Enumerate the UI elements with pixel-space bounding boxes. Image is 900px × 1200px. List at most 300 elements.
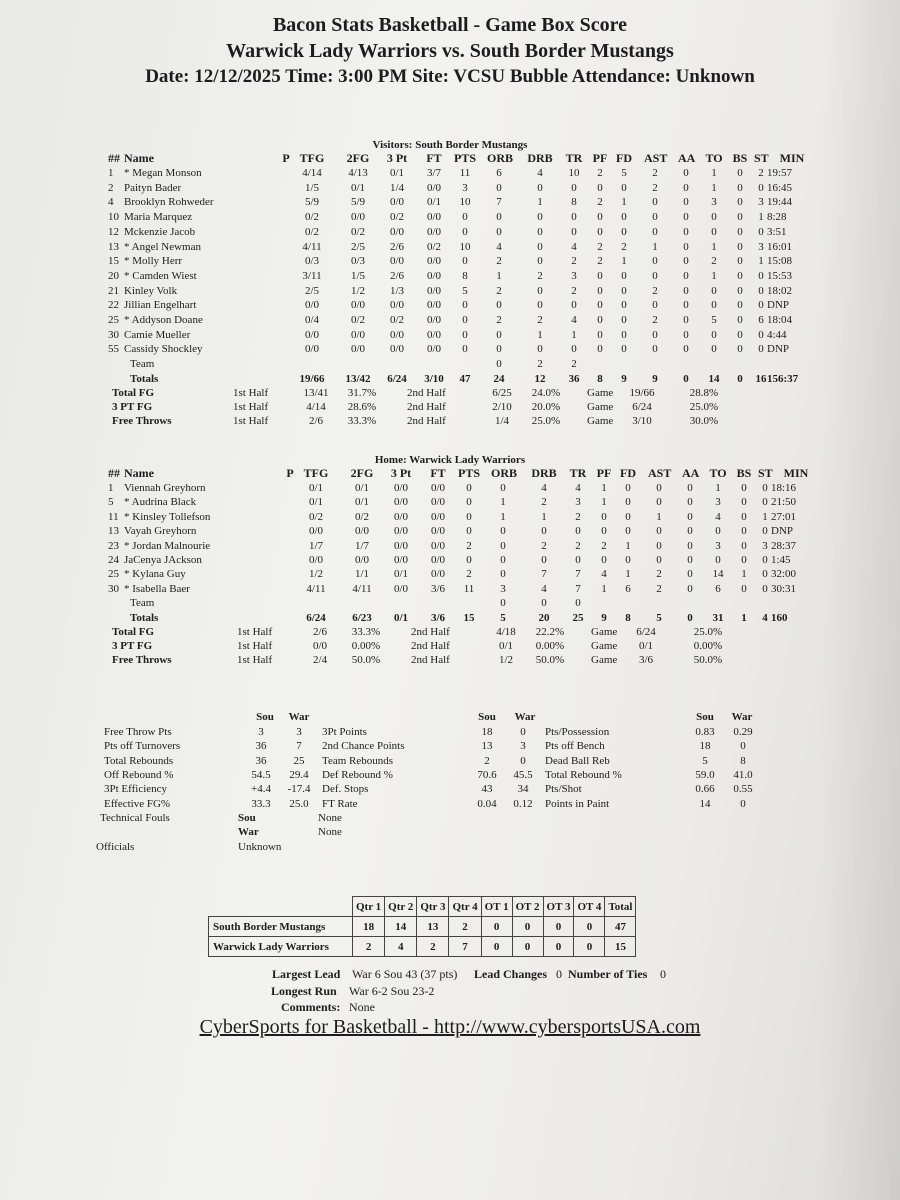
longest-run-value: War 6-2 Sou 23-2 (349, 984, 435, 998)
stat-fg3: 0/0 (393, 525, 409, 538)
comments-value: None (349, 1000, 375, 1014)
stat-min: 1:45 (771, 554, 791, 566)
stat-st: 0 (758, 299, 764, 312)
split-1st-half-label: 1st Half (233, 400, 269, 413)
stat-to: 4 (715, 510, 721, 523)
team-orb: 0 (500, 597, 506, 610)
quarter-score: 4 (385, 937, 417, 957)
player-number: 55 (108, 343, 119, 356)
totals-pts: 15 (463, 611, 475, 624)
team-stat-label: FT Rate (322, 797, 358, 810)
stat-drb: 0 (537, 284, 543, 297)
stat-aa: 0 (683, 167, 689, 179)
stat-ast: 2 (652, 314, 658, 326)
stat-orb: 0 (496, 299, 502, 312)
stat-tfg: 0/0 (308, 525, 324, 538)
lead-changes-value: 0 (556, 967, 562, 981)
stat-fg2: 0/1 (354, 496, 370, 509)
totals-label: Totals (130, 372, 159, 385)
column-header-bs: BS (736, 466, 752, 480)
stat-fg3: 0/0 (389, 299, 405, 312)
stat-to: 1 (711, 167, 717, 179)
stat-ft: 3/6 (430, 582, 446, 595)
stat-bs: 0 (737, 240, 743, 253)
stat-aa: 0 (687, 496, 693, 509)
split-game-made: 0/1 (638, 639, 654, 652)
split-game-made: 6/24 (636, 625, 656, 638)
player-name: Paityn Bader (124, 181, 182, 194)
team-tr: 0 (575, 597, 581, 610)
split-2nd-half-made: 1/2 (498, 653, 514, 666)
stat-min: 19:57 (767, 167, 793, 179)
stat-drb: 0 (537, 299, 543, 312)
stat-fd: 1 (621, 255, 627, 268)
stat-tfg: 1/7 (308, 539, 324, 552)
stat-fd: 1 (625, 568, 631, 581)
stat-ft: 0/2 (426, 240, 442, 253)
stat-pts: 3 (462, 181, 468, 194)
stat-aa: 0 (683, 328, 689, 341)
stat-st: 0 (762, 582, 768, 595)
qtr-header: Qtr 4 (449, 897, 481, 917)
stat-fd: 0 (625, 554, 631, 566)
column-header-fd: FD (620, 466, 636, 480)
team-stat-war: 0 (520, 726, 526, 738)
stat-tfg: 0/4 (304, 314, 320, 326)
quarter-score: 2 (353, 937, 385, 957)
stat-min: 16:01 (767, 240, 793, 253)
stat-orb: 2 (496, 255, 502, 268)
stat-drb: 0 (541, 525, 547, 538)
stat-fg3: 0/0 (393, 482, 409, 494)
team-stat-sou: 2 (484, 754, 490, 767)
column-header-st: ST (758, 466, 773, 480)
stat-tr: 0 (571, 299, 577, 312)
player-number: 25 (108, 314, 119, 326)
stat-min: 4:44 (767, 328, 787, 341)
player-name: JaCenya JAckson (124, 554, 202, 566)
war-header: War (731, 711, 753, 723)
stat-drb: 1 (537, 328, 543, 341)
column-header-fg3: 3 Pt (386, 151, 408, 165)
stat-pts: 2 (466, 568, 472, 581)
stat-to: 5 (711, 314, 717, 326)
stat-fg2: 0/3 (350, 255, 366, 268)
stat-bs: 0 (741, 539, 747, 552)
stat-ast: 0 (652, 225, 658, 238)
stat-min: DNP (771, 525, 794, 538)
stat-fd: 1 (621, 196, 627, 209)
team-stat-war: 3 (296, 726, 302, 738)
split-game-made: 3/10 (632, 414, 652, 427)
team-row-label: Team (130, 358, 155, 371)
stat-fd: 0 (625, 496, 631, 509)
totals-bs: 0 (737, 372, 743, 385)
stat-orb: 0 (496, 181, 502, 194)
stat-tr: 0 (575, 525, 581, 538)
player-name: * Kinsley Tollefson (124, 510, 211, 523)
war-header: War (288, 711, 310, 723)
column-header-ft: FT (426, 151, 442, 165)
quarter-score: 0 (481, 917, 512, 937)
split-1st-half-pct: 33.3% (351, 625, 381, 638)
stat-aa: 0 (683, 225, 689, 238)
team-stat-war: 41.0 (733, 768, 753, 781)
stat-tfg: 4/11 (306, 582, 326, 595)
player-name: Kinley Volk (124, 284, 178, 297)
stat-fg3: 0/0 (393, 510, 409, 523)
column-header-num: ## (108, 151, 120, 165)
team-stat-sou: 13 (481, 740, 493, 753)
stat-drb: 0 (537, 240, 543, 253)
player-number: 23 (108, 539, 119, 552)
stat-orb: 0 (496, 328, 502, 341)
stat-fd: 0 (621, 269, 627, 282)
stat-tfg: 0/0 (304, 328, 320, 341)
stat-tfg: 3/11 (302, 269, 322, 282)
stat-min: 28:37 (771, 539, 797, 552)
player-number: 11 (108, 510, 119, 523)
stat-fd: 5 (621, 167, 627, 179)
stat-fg3: 0/0 (393, 582, 409, 595)
stat-aa: 0 (687, 539, 693, 552)
stat-fg2: 0/2 (350, 225, 366, 238)
stat-ft: 0/0 (426, 269, 442, 282)
quarter-score: 2 (449, 917, 481, 937)
team-stat-war: 0 (520, 754, 526, 767)
stat-drb: 4 (537, 167, 543, 179)
split-2nd-half-made: 2/10 (492, 400, 512, 413)
column-header-tr: TR (569, 466, 587, 480)
split-2nd-half-pct: 22.2% (535, 625, 565, 638)
stat-orb: 0 (496, 225, 502, 238)
stat-ast: 0 (652, 269, 658, 282)
qtr-header: Total (605, 897, 636, 917)
team-stat-label: Free Throw Pts (104, 726, 172, 738)
stat-to: 0 (711, 343, 717, 356)
stat-ft: 0/0 (430, 525, 446, 538)
stat-bs: 0 (737, 255, 743, 268)
team-stat-label: Def Rebound % (322, 768, 393, 781)
stat-to: 0 (711, 225, 717, 238)
stat-min: 18:04 (767, 314, 793, 326)
stat-pf: 2 (597, 255, 603, 268)
split-1st-half-label: 1st Half (233, 414, 269, 427)
quarter-scores-table (208, 896, 636, 957)
totals-fg2: 13/42 (345, 372, 371, 385)
stat-aa: 0 (683, 196, 689, 209)
column-header-to: TO (709, 466, 727, 480)
totals-ft: 3/6 (430, 611, 446, 624)
split-2nd-half-pct: 25.0% (531, 414, 561, 427)
lead-changes-label: Lead Changes (474, 967, 548, 981)
split-2nd-half-made: 4/18 (496, 625, 516, 638)
stat-bs: 0 (741, 554, 747, 566)
team-stat-sou: 43 (481, 783, 493, 796)
team-stat-sou: +4.4 (251, 783, 271, 796)
split-game-pct: 50.0% (693, 653, 723, 666)
player-name: Vayah Greyhorn (124, 525, 197, 538)
stat-st: 1 (758, 211, 764, 224)
team-stat-label: Pts/Shot (545, 783, 582, 796)
split-label: Free Throws (112, 414, 172, 427)
team-stat-sou: 14 (699, 797, 711, 810)
qtr-header: OT 4 (574, 897, 605, 917)
team-stat-sou: 54.5 (251, 768, 271, 781)
totals-ast: 9 (652, 372, 658, 385)
team-stat-war: 0.55 (733, 783, 753, 796)
stat-fg3: 0/0 (389, 343, 405, 356)
stat-aa: 0 (687, 482, 693, 494)
stat-orb: 0 (500, 539, 506, 552)
stat-tr: 4 (571, 314, 577, 326)
stat-tfg: 5/9 (304, 196, 320, 209)
stat-tfg: 0/2 (308, 510, 324, 523)
totals-pf: 8 (597, 372, 603, 385)
player-name: * Megan Monson (124, 167, 202, 179)
stat-fg2: 2/5 (350, 240, 366, 253)
stat-pts: 0 (462, 211, 468, 224)
stat-orb: 0 (500, 568, 506, 581)
team-stat-sou: 0.04 (477, 797, 497, 810)
team-stat-war: 0.12 (513, 797, 533, 810)
stat-min: 30:31 (771, 582, 797, 595)
qtr-header: Qtr 3 (417, 897, 449, 917)
stat-drb: 7 (541, 568, 547, 581)
split-game-pct: 25.0% (689, 400, 719, 413)
stat-pf: 0 (597, 343, 603, 356)
stat-fd: 6 (625, 582, 631, 595)
player-number: 15 (108, 255, 119, 268)
column-header-num: ## (108, 466, 120, 480)
split-2nd-half-label: 2nd Half (411, 625, 450, 638)
player-name: Maria Marquez (124, 211, 193, 224)
officials-label: Officials (96, 840, 135, 853)
stat-orb: 7 (496, 196, 502, 209)
stat-fg3: 0/1 (389, 167, 405, 179)
stat-ft: 0/1 (426, 196, 442, 209)
stat-tr: 0 (571, 343, 577, 356)
stat-bs: 0 (737, 196, 743, 209)
split-2nd-half-made: 0/1 (498, 639, 514, 652)
stat-aa: 0 (683, 181, 689, 194)
split-1st-half-pct: 50.0% (351, 653, 381, 666)
stat-min: 18:16 (771, 482, 797, 494)
stat-pf: 4 (601, 568, 607, 581)
totals-tr: 25 (572, 611, 584, 624)
matchup-title: Warwick Lady Warriors vs. South Border Mustangs (226, 40, 674, 62)
stat-drb: 0 (537, 255, 543, 268)
stat-aa: 0 (683, 343, 689, 356)
stat-tfg: 0/2 (304, 225, 320, 238)
player-number: 10 (108, 211, 119, 224)
stat-fg2: 1/7 (354, 539, 370, 552)
totals-to: 14 (708, 372, 720, 385)
player-name: Camie Mueller (124, 328, 191, 341)
stat-pts: 0 (462, 343, 468, 356)
stat-ast: 1 (656, 510, 662, 523)
stat-fd: 0 (625, 482, 631, 494)
team-stat-sou: 36 (255, 754, 267, 767)
quarter-score: 0 (512, 937, 543, 957)
ties-label: Number of Ties (568, 967, 648, 981)
stat-fg3: 2/6 (389, 269, 405, 282)
quarter-row-visitors (209, 917, 636, 937)
stat-ast: 0 (656, 525, 662, 538)
split-game-label: Game (587, 386, 614, 399)
column-header-ft: FT (430, 466, 446, 480)
stat-drb: 0 (541, 554, 547, 566)
column-header-orb: ORB (491, 466, 518, 480)
stat-pts: 0 (462, 314, 468, 326)
stat-ast: 0 (656, 554, 662, 566)
totals-fd: 9 (621, 372, 627, 385)
quarter-score: 0 (512, 917, 543, 937)
team-stat-label: Dead Ball Reb (545, 754, 610, 767)
stat-bs: 0 (737, 343, 743, 356)
split-2nd-half-label: 2nd Half (407, 414, 446, 427)
player-number: 12 (108, 225, 119, 238)
stat-st: 1 (758, 255, 764, 268)
stat-fg2: 0/0 (350, 299, 366, 312)
stat-to: 2 (711, 255, 717, 268)
player-number: 30 (108, 328, 119, 341)
stat-ast: 0 (656, 482, 662, 494)
column-header-pf: PF (596, 466, 612, 480)
split-2nd-half-label: 2nd Half (411, 653, 450, 666)
stat-tr: 1 (571, 328, 577, 341)
stat-pf: 2 (597, 196, 603, 209)
stat-to: 0 (715, 554, 721, 566)
stat-orb: 0 (496, 343, 502, 356)
stat-drb: 2 (537, 269, 543, 282)
stat-ft: 0/0 (426, 343, 442, 356)
split-label: Total FG (112, 625, 155, 638)
stat-pf: 0 (597, 181, 603, 194)
stat-orb: 2 (496, 284, 502, 297)
split-game-made: 19/66 (629, 386, 655, 399)
team-stat-label: 3Pt Efficiency (104, 783, 168, 796)
totals-st: 4 (762, 611, 768, 624)
team-stat-war: 34 (517, 783, 529, 796)
stat-aa: 0 (683, 255, 689, 268)
team-stat-war: 0 (740, 740, 746, 753)
stat-to: 3 (715, 496, 721, 509)
split-1st-half-pct: 33.3% (347, 414, 377, 427)
split-2nd-half-pct: 50.0% (535, 653, 565, 666)
column-header-p: P (286, 466, 294, 480)
team-stat-label: Def. Stops (322, 783, 369, 796)
stat-fd: 0 (621, 299, 627, 312)
stat-ast: 0 (656, 539, 662, 552)
column-header-min: MIN (783, 466, 809, 480)
stat-fd: 0 (625, 510, 631, 523)
player-name: Jillian Engelhart (124, 299, 197, 312)
team-stat-war: 29.4 (289, 768, 309, 781)
stat-bs: 0 (737, 225, 743, 238)
column-header-aa: AA (678, 151, 696, 165)
stat-pf: 0 (601, 510, 607, 523)
player-number: 4 (108, 196, 114, 209)
stat-orb: 4 (496, 240, 502, 253)
totals-fg3: 0/1 (393, 611, 409, 624)
stat-bs: 0 (737, 181, 743, 194)
stat-to: 1 (711, 240, 717, 253)
totals-fg3: 6/24 (387, 372, 407, 385)
stat-pts: 0 (462, 328, 468, 341)
stat-pf: 0 (601, 554, 607, 566)
stat-drb: 2 (537, 314, 543, 326)
team-tr: 2 (571, 358, 577, 371)
split-1st-half-pct: 31.7% (347, 386, 377, 399)
column-header-ast: AST (644, 151, 668, 165)
split-1st-half-made: 4/14 (306, 400, 326, 413)
split-label: Free Throws (112, 653, 172, 666)
stat-st: 0 (758, 181, 764, 194)
split-1st-half-made: 13/41 (303, 386, 329, 399)
split-1st-half-label: 1st Half (233, 386, 269, 399)
player-number: 24 (108, 554, 119, 566)
stat-fg2: 0/0 (354, 525, 370, 538)
stat-aa: 0 (683, 284, 689, 297)
stat-ft: 0/0 (426, 299, 442, 312)
stat-tr: 4 (575, 482, 581, 494)
team-stat-war: 25.0 (289, 797, 309, 810)
comments-label: Comments: (281, 1000, 341, 1014)
split-1st-half-pct: 28.6% (347, 400, 377, 413)
stat-pts: 10 (459, 196, 471, 209)
stat-tfg: 0/2 (304, 211, 320, 224)
team-stat-war: 8 (740, 754, 746, 767)
split-1st-half-made: 2/6 (312, 625, 328, 638)
totals-drb: 12 (534, 372, 546, 385)
tech-sou-label: Sou (238, 811, 256, 824)
split-label: 3 PT FG (112, 639, 153, 652)
stat-st: 0 (762, 482, 768, 494)
stat-tfg: 0/0 (304, 299, 320, 312)
stat-pts: 0 (466, 510, 472, 523)
stat-drb: 4 (541, 582, 547, 595)
stat-st: 3 (758, 240, 764, 253)
stat-ast: 1 (652, 240, 658, 253)
stat-aa: 0 (687, 525, 693, 538)
stat-st: 3 (758, 196, 764, 209)
team-stat-war: -17.4 (287, 783, 311, 796)
section-header: Home: Warwick Lady Warriors (374, 454, 526, 466)
quarter-score: 13 (417, 917, 449, 937)
stat-ast: 2 (656, 582, 662, 595)
stat-ft: 0/0 (430, 539, 446, 552)
team-stat-label: Pts off Bench (545, 740, 605, 753)
stat-ft: 0/0 (430, 482, 446, 494)
totals-label: Totals (130, 611, 159, 624)
stat-tfg: 0/0 (308, 554, 324, 566)
totals-aa: 0 (687, 611, 693, 624)
player-name: * Kylana Guy (124, 568, 186, 581)
quarter-team-name: South Border Mustangs (209, 917, 353, 937)
stat-fd: 0 (621, 328, 627, 341)
qtr-header: OT 3 (543, 897, 574, 917)
quarter-corner (209, 897, 353, 917)
stat-ft: 0/0 (430, 496, 446, 509)
totals-fg2: 6/23 (352, 611, 372, 624)
sou-header: Sou (256, 711, 274, 723)
stat-pts: 2 (466, 539, 472, 552)
team-stat-sou: 0.83 (695, 726, 715, 738)
stat-min: 18:02 (767, 284, 793, 297)
column-header-ast: AST (648, 466, 672, 480)
stat-pf: 0 (597, 314, 603, 326)
